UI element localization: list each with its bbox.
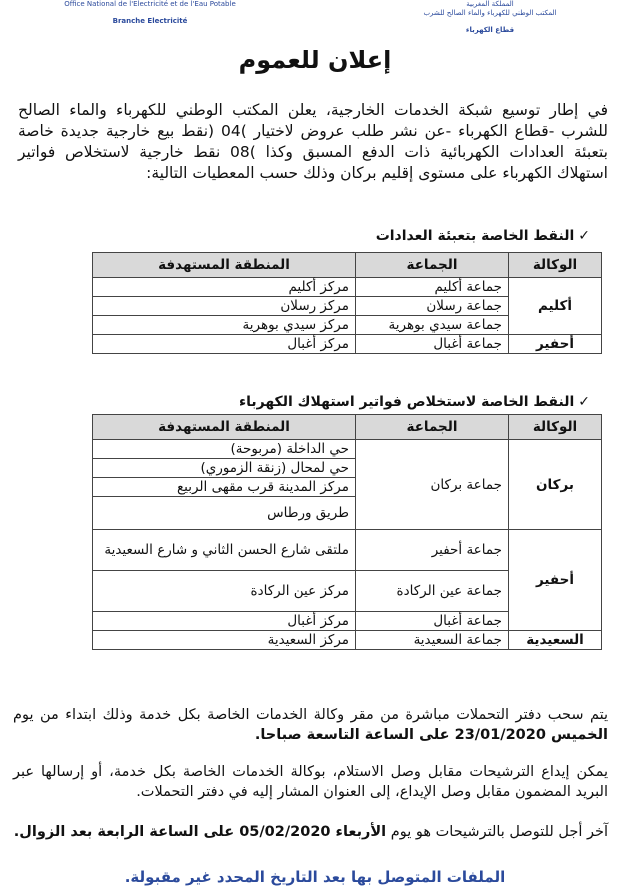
table-row — [93, 631, 602, 650]
header-commune: الجماعة — [356, 415, 509, 440]
table-row — [93, 440, 602, 459]
commune-cell: جماعة أغبال — [356, 612, 509, 631]
header-agency: الوكالة — [509, 253, 602, 278]
commune-cell: جماعة أحفير — [356, 530, 509, 571]
table-row — [93, 335, 602, 354]
check-icon: ✓ — [578, 394, 590, 410]
header-right — [390, 0, 590, 35]
zone-cell: مركز المدينة قرب مقهى الربيع — [93, 478, 356, 497]
table-header-row — [93, 415, 602, 440]
deadline-paragraph — [13, 822, 608, 842]
header-commune: الجماعة — [356, 253, 509, 278]
header-right-line3: قطاع الكهرباء — [465, 26, 515, 34]
commune-cell: جماعة أغبال — [356, 335, 509, 354]
deadline-date: الأربعاء 05/02/2020 على الساعة الرابعة بعد الزوال. — [13, 824, 387, 840]
commune-cell: جماعة سيدي بوهرية — [356, 316, 509, 335]
commune-cell: جماعة السعيدية — [356, 631, 509, 650]
zone-cell: حي الداخلة (مربوحة) — [93, 440, 356, 459]
agency-cell: أكليم — [509, 278, 602, 335]
header-zone: المنطقة المستهدفة — [93, 415, 356, 440]
section-1-title: النقط الخاصة بتعبئة العدادات — [375, 228, 575, 244]
withdrawal-date: الخميس 23/01/2020 على الساعة التاسعة صباحا. — [254, 727, 608, 743]
header-left-line2: Office National de l'Electricité et de l'Eau Potable — [64, 0, 236, 8]
deadline-text: آخر أجل للتوصل بالترشيحات هو يوم — [390, 824, 608, 840]
billing-points-table — [92, 414, 602, 650]
meters-points-table — [92, 252, 602, 354]
zone-cell: حي لمحال (زنقة الزموري) — [93, 459, 356, 478]
header-agency: الوكالة — [509, 415, 602, 440]
commune-cell: جماعة بركان — [356, 440, 509, 530]
withdrawal-paragraph — [13, 705, 608, 745]
withdrawal-text: يتم سحب دفتر التحملات مباشرة من مقر وكالة الخدمات الخاصة بكل خدمة وذلك ابتداء من يوم — [13, 707, 608, 723]
agency-cell: السعيدية — [509, 631, 602, 650]
agency-cell: أحفير — [509, 530, 602, 631]
header-zone: المنطقة المستهدفة — [93, 253, 356, 278]
table-header-row — [93, 253, 602, 278]
page-title: إعلان للعموم — [238, 46, 392, 74]
zone-cell: مركز سيدي بوهرية — [93, 316, 356, 335]
zone-cell: طريق ورطاس — [93, 497, 356, 530]
zone-cell: مركز أغبال — [93, 335, 356, 354]
header-right-line1: المملكة المغربية — [466, 0, 514, 8]
zone-cell: مركز أكليم — [93, 278, 356, 297]
header-left — [50, 0, 250, 26]
commune-cell: جماعة رسلان — [356, 297, 509, 316]
agency-cell: بركان — [509, 440, 602, 530]
zone-cell: مركز السعيدية — [93, 631, 356, 650]
zone-cell: ملتقى شارع الحسن الثاني و شارع السعيدية — [93, 530, 356, 571]
table-row — [93, 278, 602, 297]
submission-paragraph: يمكن إيداع الترشيحات مقابل وصل الاستلام، بوكالة الخدمات الخاصة بكل خدمة، أو إرسالها عبر البريد المضمون مقابل وصل الإيداع، إلى العنوان المشار إليه في دفتر التحملات. — [13, 764, 608, 800]
section-1-heading — [376, 228, 590, 244]
final-notice: الملفات المتوصل بها بعد التاريخ المحدد غير مقبولة. — [124, 868, 506, 886]
header-right-line2: المكتب الوطني للكهرباء والماء الصالح للشرب — [423, 9, 557, 17]
section-2-heading — [239, 394, 590, 410]
intro-paragraph: في إطار توسيع شبكة الخدمات الخارجية، يعلن المكتب الوطني للكهرباء والماء الصالح للشرب -قطاع الكهرباء -عن نشر طلب عروض لاختيار )04 (نقط بيع خارجية جديدة خاصة بتعبئة العدادات الكهربائية ذات الدفع المسبق وكذا )08 نقط خارجية لاستخلاص فواتير استهلاك الكهرباء على مستوى إقليم بركان وذلك حسب المعطيات التالية: — [18, 101, 608, 182]
zone-cell: مركز رسلان — [93, 297, 356, 316]
table-row — [93, 530, 602, 571]
commune-cell: جماعة عين الركادة — [356, 571, 509, 612]
zone-cell: مركز عين الركادة — [93, 571, 356, 612]
section-2-title: النقط الخاصة لاستخلاص فواتير استهلاك الكهرباء — [238, 394, 575, 410]
zone-cell: مركز أغبال — [93, 612, 356, 631]
check-icon: ✓ — [578, 228, 590, 244]
commune-cell: جماعة أكليم — [356, 278, 509, 297]
header-left-line3: Branche Electricité — [112, 17, 188, 25]
agency-cell: أحفير — [509, 335, 602, 354]
